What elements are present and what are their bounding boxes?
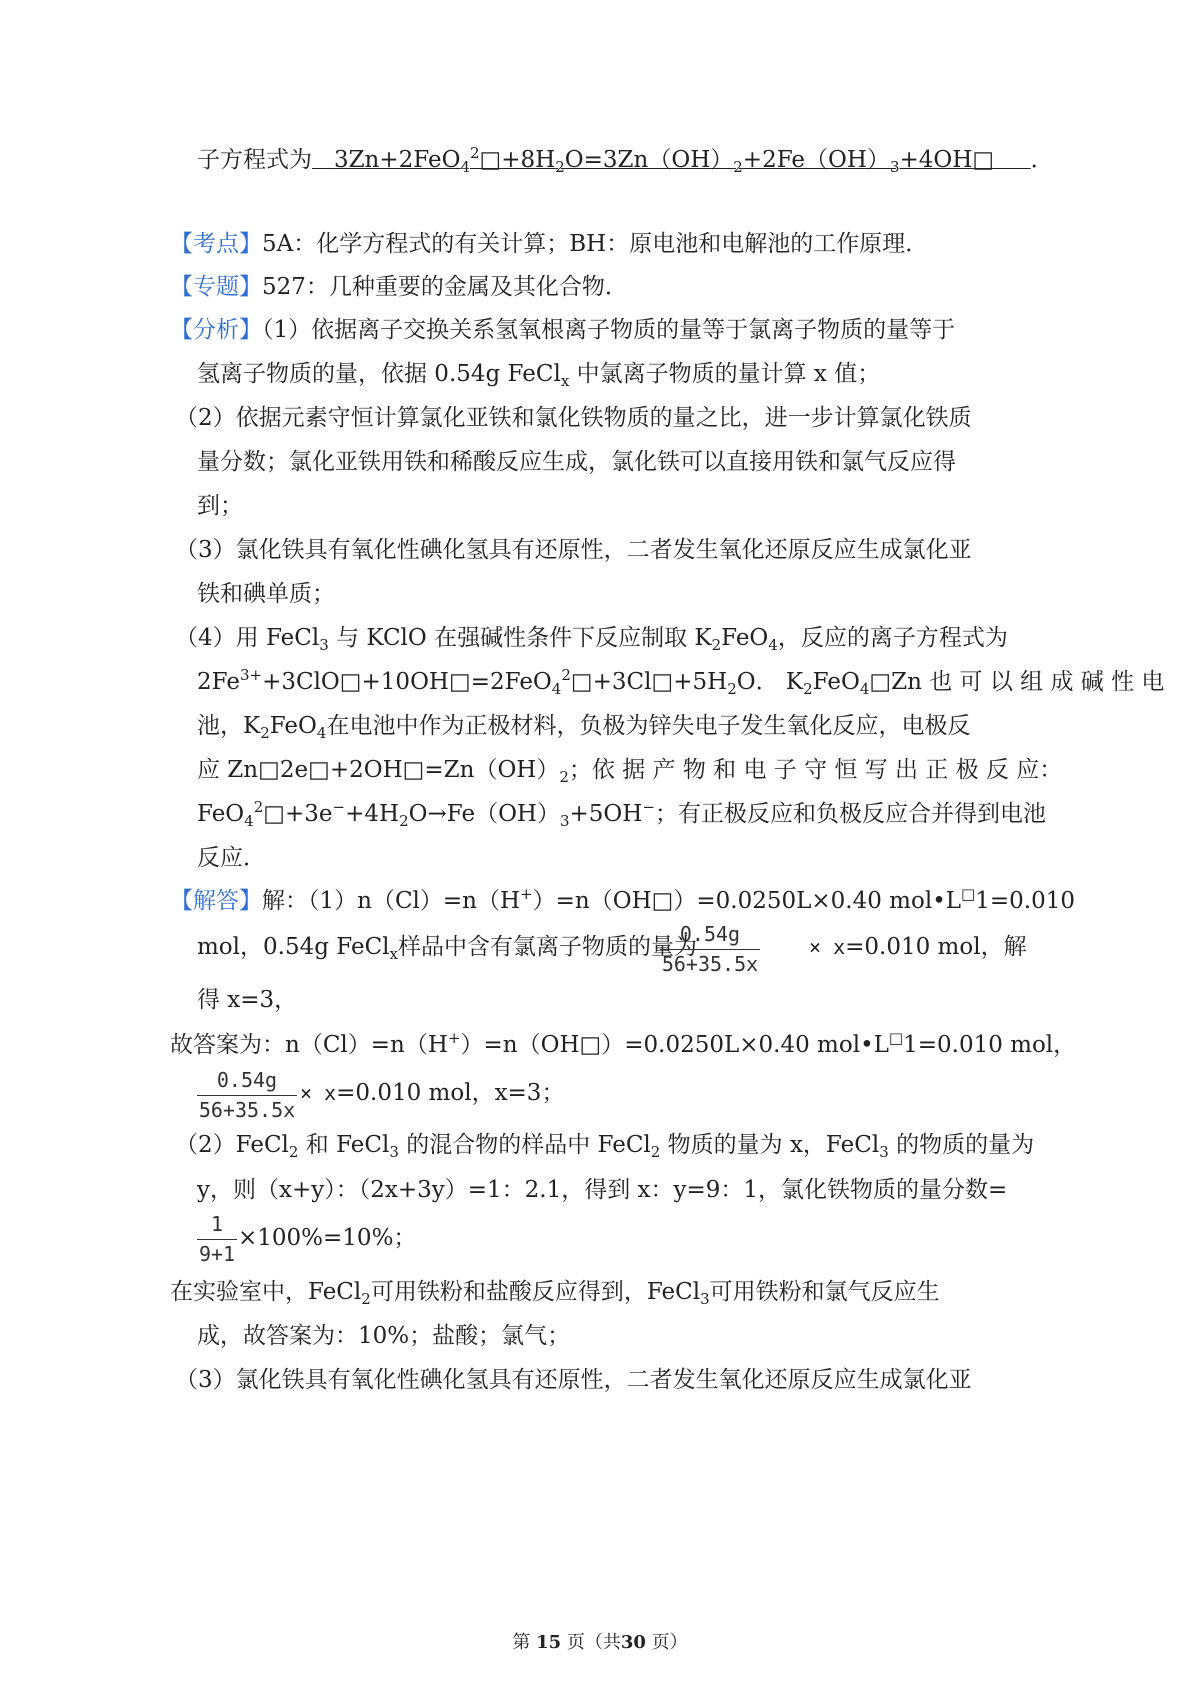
jieda-line-1: 【解答】解：（1）n（Cl）=n（H+）=n（OH□）=0.0250L×0.40 mol•L□1=0.010	[170, 885, 1075, 914]
fenxi-line-10: 池，$K_2FeO_4$在电池中作为正极材料，负极为锌失电子发生氧化反应，电极反	[197, 713, 971, 742]
fenxi-line-3: （2）依据元素守恒计算氯化亚铁和氯化铁物质的量之比，进一步计算氯化铁质	[175, 405, 972, 431]
page-footer: 第 15 页（共30 页）	[512, 1632, 688, 1653]
fenxi-line-4: 量分数；氯化亚铁用铁和稀酸反应生成，氯化铁可以直接用铁和氯气反应得	[197, 449, 956, 475]
jieda-line-9: 在实验室中，FeCl$_2$可用铁粉和盐酸反应得到，FeCl$_3$可用铁粉和氯气反应生	[170, 1279, 940, 1308]
jieda-line-3: 得 x=3，	[197, 987, 298, 1013]
kaodian-tag: 【考点】	[170, 231, 262, 257]
fenxi-line-2: 氢离子物质的量，依据 0.54g FeCl$_x$ 中氯离子物质的量计算 x 值；	[197, 361, 881, 390]
jieda-line-4: 故答案为：n（Cl）=n（H+）=n（OH□）=0.0250L×0.40 mol•L□1=0.010 mol，	[170, 1029, 1077, 1058]
jieda-line-11: （3）氯化铁具有氧化性碘化氢具有还原性，二者发生氧化还原反应生成氯化亚	[175, 1367, 972, 1393]
fraction-3: 1 9+1	[198, 1212, 236, 1266]
zhuanti-text: 527：几种重要的金属及其化合物．	[262, 274, 628, 300]
jieda-line-7: y，则（x+y）：（2x+3y）=1：2.1，得到 x：y=9：1，氯化铁物质的量分数=	[197, 1177, 1008, 1203]
equation-prefix: 子方程式为	[197, 147, 312, 173]
jieda-line-5: × x=0.010 mol，x=3；	[300, 1080, 565, 1106]
fenxi-line-7: 铁和碘单质；	[197, 581, 335, 607]
fraction-1: 0.54g 56+35.5x	[661, 922, 759, 976]
fenxi-line-6: （3）氯化铁具有氧化性碘化氢具有还原性，二者发生氧化还原反应生成氯化亚	[175, 537, 972, 563]
equation-answer: $3Zn+2FeO_4^2□+8H_2O=3Zn(OH)_2+2Fe(OH)_3+4OH□$	[333, 144, 1031, 176]
zhuanti-tag: 【专题】	[170, 274, 262, 300]
fenxi-line-11: 应 $Zn□2e□+2OH□=Zn(OH)_2$；依 据 产 物 和 电 子 守 恒 写 出 正 极 反 应：	[197, 757, 1063, 786]
fenxi-line-12: $FeO_4^2□+3e^-+4H_2O\to Fe(OH)_3+5OH^-$；有正极反应和负极反应合并得到电池	[197, 798, 1046, 830]
equation-line: 子方程式为 $3Zn+2FeO_4^2□+8H_2O=3Zn(OH)_2+2Fe(OH)_3+4OH□$ ．	[197, 144, 1054, 176]
jieda-line-10: 成，故答案为：10%；盐酸；氯气；	[197, 1323, 571, 1349]
kaodian-line	[170, 229, 928, 259]
jieda-line-6: （2）FeCl$_2$ 和 FeCl$_3$ 的混合物的样品中 FeCl$_2$ 物质的量为 x，FeCl$_3$ 的物质的量为	[175, 1132, 1035, 1161]
jieda-tag: 【解答】	[170, 888, 262, 914]
fraction-2: 0.54g 56+35.5x	[198, 1068, 296, 1122]
kaodian-text: 5A：化学方程式的有关计算；BH：原电池和电解池的工作原理．	[262, 231, 929, 257]
fenxi-line-8: （4）用 FeCl$_3$ 与 KClO 在强碱性条件下反应制取 $K_2FeO_4$，反应的离子方程式为	[175, 625, 1008, 654]
fenxi-line-9: $2Fe^{3+}+3ClO□+10OH□=2FeO_4^2□+3Cl□+5H_2O$． $K_2FeO_4□Zn$ 也 可 以 组 成 碱 性 电	[197, 666, 1165, 698]
zhuanti-line	[170, 272, 628, 302]
jieda-line-8: ×100%=10%；	[238, 1225, 417, 1251]
fenxi-line-1: 【分析】（1）依据离子交换关系氢氧根离子物质的量等于氯离子物质的量等于	[170, 317, 956, 343]
fenxi-line-13: 反应．	[197, 845, 266, 871]
fenxi-line-5: 到；	[197, 493, 243, 519]
fenxi-tag: 【分析】	[170, 317, 262, 343]
jieda-line-2: mol，0.54g FeCl$_x$样品中含有氯离子物质的量为 × x=0.010 mol，解	[197, 934, 1027, 963]
